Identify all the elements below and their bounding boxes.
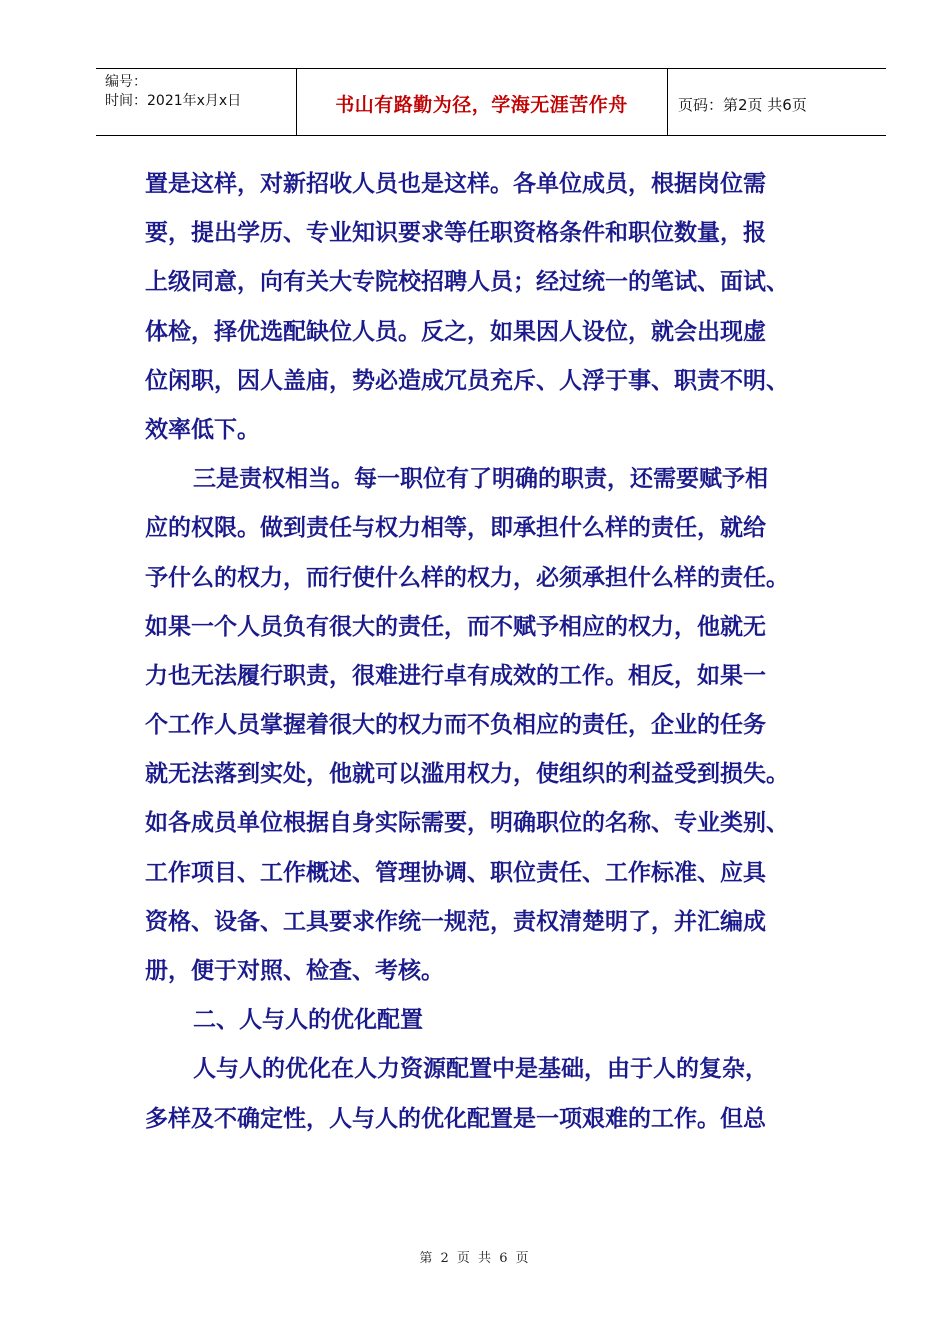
body-line: 工作项目、工作概述、管理协调、职位责任、工作标准、应具 (145, 859, 766, 886)
body-line: 予什么的权力，而行使什么样的权力，必须承担什么样的责任。 (145, 564, 789, 591)
body-line: 力也无法履行职责，很难进行卓有成效的工作。相反，如果一 (145, 662, 766, 689)
header-info-cell (96, 69, 297, 135)
body-line: 人与人的优化在人力资源配置中是基础，由于人的复杂， (193, 1056, 768, 1083)
body-line: 位闲职，因人盖庙，势必造成冗员充斥、人浮于事、职责不明、 (145, 367, 789, 394)
body-line: 置是这样，对新招收人员也是这样。各单位成员，根据岗位需 (145, 171, 766, 197)
document-header (96, 68, 886, 136)
body-line: 资格、设备、工具要求作统一规范，责权清楚明了，并汇编成 (145, 908, 766, 935)
body-line: 应的权限。做到责任与权力相等，即承担什么样的责任，就给 (145, 515, 766, 542)
body-line: 效率低下。 (145, 416, 260, 443)
document-time-label: 时间：2021年x月x日 (105, 93, 242, 109)
body-line: 二、人与人的优化配置 (193, 1007, 423, 1034)
body-line: 三是责权相当。每一职位有了明确的职责，还需要赋予相 (193, 466, 768, 493)
body-line: 如各成员单位根据自身实际需要，明确职位的名称、专业类别、 (145, 810, 789, 837)
page-footer: 第 2 页 共 6 页 (419, 1251, 531, 1266)
document-number-label: 编号： (105, 74, 147, 90)
body-line: 如果一个人员负有很大的责任，而不赋予相应的权力，他就无 (145, 613, 766, 640)
body-line: 要，提出学历、专业知识要求等任职资格条件和职位数量，报 (145, 220, 766, 247)
body-line: 就无法落到实处，他就可以滥用权力，使组织的利益受到损失。 (145, 761, 789, 788)
body-line: 个工作人员掌握着很大的权力而不负相应的责任，企业的任务 (145, 712, 766, 739)
header-page-cell (668, 69, 886, 135)
document-body (145, 160, 865, 1144)
body-line: 体检，择优选配缺位人员。反之，如果因人设位，就会出现虚 (145, 318, 766, 345)
body-line: 上级同意，向有关大专院校招聘人员；经过统一的笔试、面试、 (145, 269, 789, 296)
header-page-code: 页码：第2页 共6页 (678, 96, 807, 114)
header-motto: 书山有路勤为径，学海无涯苦作舟 (335, 94, 628, 116)
body-line: 册，便于对照、检查、考核。 (145, 958, 444, 984)
body-line: 多样及不确定性，人与人的优化配置是一项艰难的工作。但总 (145, 1105, 766, 1132)
header-motto-cell (296, 69, 668, 135)
